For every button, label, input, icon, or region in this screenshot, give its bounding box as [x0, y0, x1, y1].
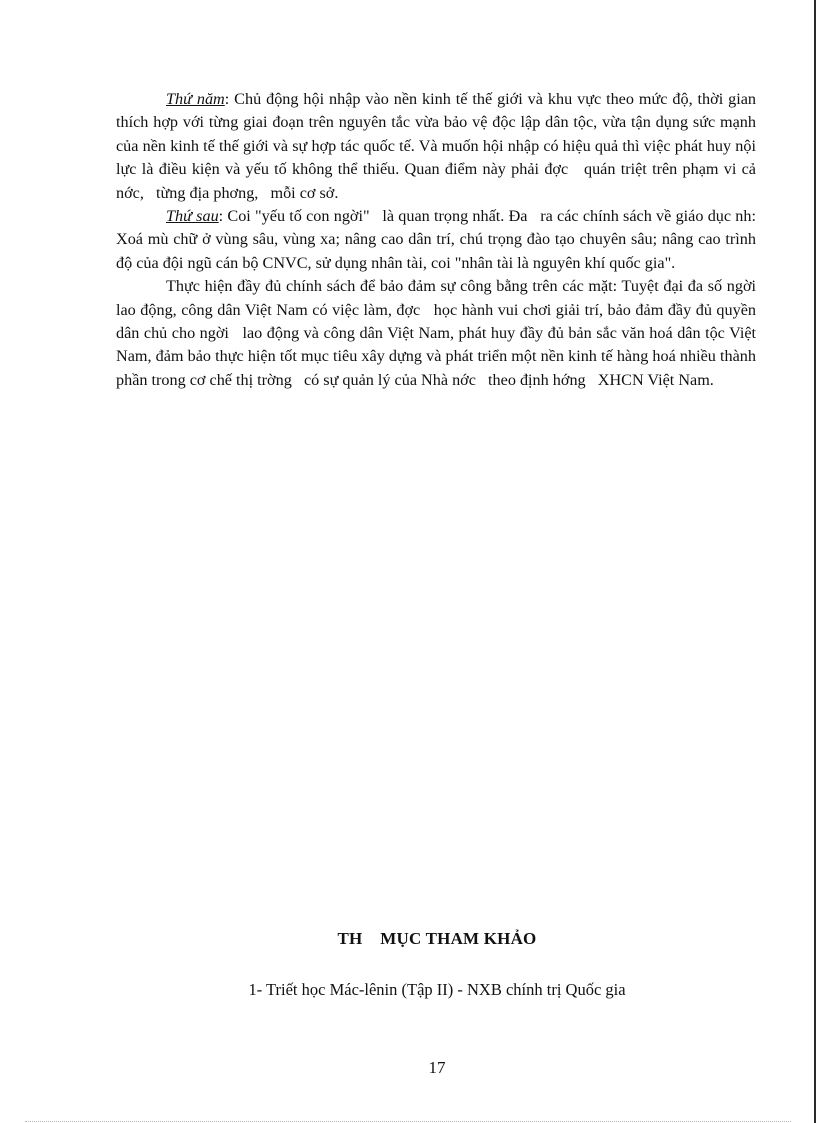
paragraph-thu-sau	[116, 205, 765, 275]
paragraph-lead: Thứ sau	[166, 207, 219, 226]
references-title: TH MỤC THAM KHẢO	[337, 929, 537, 948]
reference-item: 1- Triết học Mác-lênin (Tập II) - NXB chính trị Quốc gia	[248, 980, 626, 999]
paragraph-lead: Thứ năm	[166, 90, 225, 108]
paragraph-thu-nam	[116, 88, 761, 205]
page-border-bottom	[25, 1121, 791, 1122]
page-number: 17	[428, 1058, 446, 1077]
paragraph-thuc-hien: Thực hiện đầy đủ chính sách để bảo đảm sự công bằng trên các mặt: Tuyệt đại đa số ngời lao động, công dân Việt Nam có việc làm, đợc học hành vui chơi giải trí, bảo đảm đầy đủ quyền dân chủ cho ngời lao động và công dân Việt Nam, phát huy đầy đủ bản sắc văn hoá dân tộc Việt Nam, đảm bảo thực hiện tốt mục tiêu xây dựng và phát triển một nền kinh tế hàng hoá nhiều thành phần trong cơ chế thị trờng có sự quản lý của Nhà nớc theo định hớng XHCN Việt Nam.	[116, 277, 769, 389]
paragraph-text: : Coi "yếu tố con ngời" là quan trọng nhất. Đa ra các chính sách về giáo dục nh: Xoá mù chữ ở vùng sâu, vùng xa; nâng cao dân trí, chú trọng đào tạo chuyên sâu; nâng cao trình độ của đội ngũ cán bộ CNVC, sử dụng nhân tài, coi "nhân tài là nguyên khí quốc gia".	[116, 207, 765, 272]
body-text	[116, 88, 769, 392]
paragraph-text: : Chủ động hội nhập vào nền kinh tế thế giới và khu vực theo mức độ, thời gian thích hợp với từng giai đoạn trên nguyên tắc vừa bảo vệ độc lập dân tộc, vừa tận dụng sức mạnh của nền kinh tế thế giới và sự hợp tác quốc tế. Và muốn hội nhập có hiệu quả thì việc phát huy nội lực là điều kiện và yếu tố không thể thiếu. Quan điểm này phải đợc quán triệt trên phạm vi cả nớc, từng địa phơng, mỗi cơ sở.	[116, 90, 761, 202]
